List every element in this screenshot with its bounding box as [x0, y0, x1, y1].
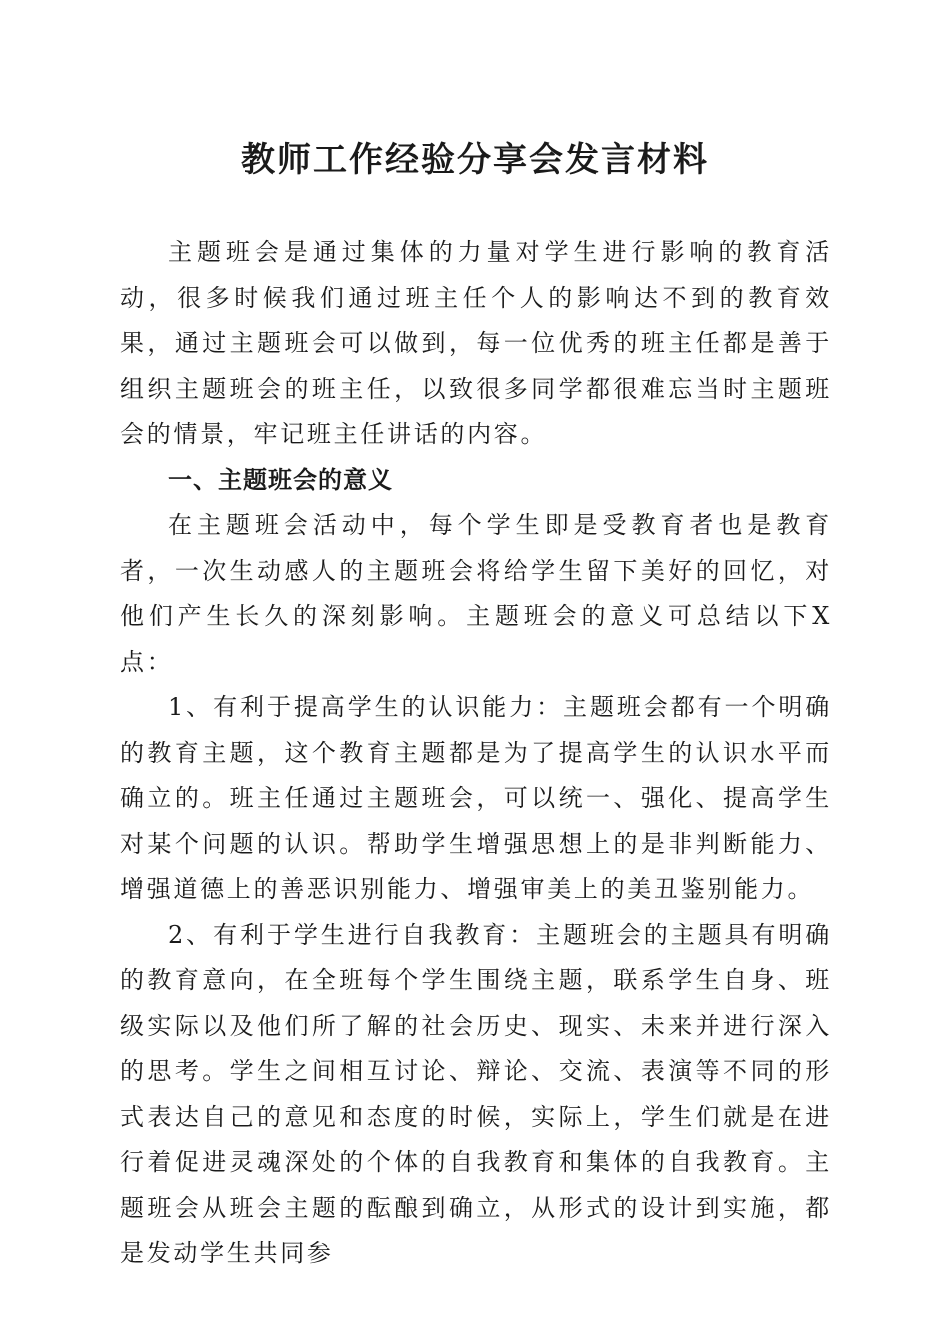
section-intro-paragraph: 在主题班会活动中，每个学生即是受教育者也是教育者，一次生动感人的主题班会将给学生留下美好的回忆，对他们产生长久的深刻影响。主题班会的意义可总结以下X点： — [120, 511, 832, 676]
document-body — [120, 230, 832, 1277]
section-heading-meaning: 一、主题班会的意义 — [168, 465, 393, 494]
point-1-paragraph: 1、有利于提高学生的认识能力：主题班会都有一个明确的教育主题，这个教育主题都是为了提高学生的认识水平而确立的。班主任通过主题班会，可以统一、强化、提高学生对某个问题的认识。帮助学生增强思想上的是非判断能力、增强道德上的善恶识别能力、增强审美上的美丑鉴别能力。 — [120, 693, 832, 903]
point-2-paragraph: 2、有利于学生进行自我教育：主题班会的主题具有明确的教育意向，在全班每个学生围绕主题，联系学生自身、班级实际以及他们所了解的社会历史、现实、未来并进行深入的思考。学生之间相互讨论、辩论、交流、表演等不同的形式表达自己的意见和态度的时候，实际上，学生们就是在进行着促进灵魂深处的个体的自我教育和集体的自我教育。主题班会从班会主题的酝酿到确立，从形式的设计到实施，都是发动学生共同参 — [120, 920, 832, 1267]
document-title: 教师工作经验分享会发言材料 — [241, 140, 709, 180]
intro-paragraph: 主题班会是通过集体的力量对学生进行影响的教育活动，很多时候我们通过班主任个人的影响达不到的教育效果，通过主题班会可以做到，每一位优秀的班主任都是善于组织主题班会的班主任，以致很多同学都很难忘当时主题班会的情景，牢记班主任讲话的内容。 — [120, 238, 832, 448]
